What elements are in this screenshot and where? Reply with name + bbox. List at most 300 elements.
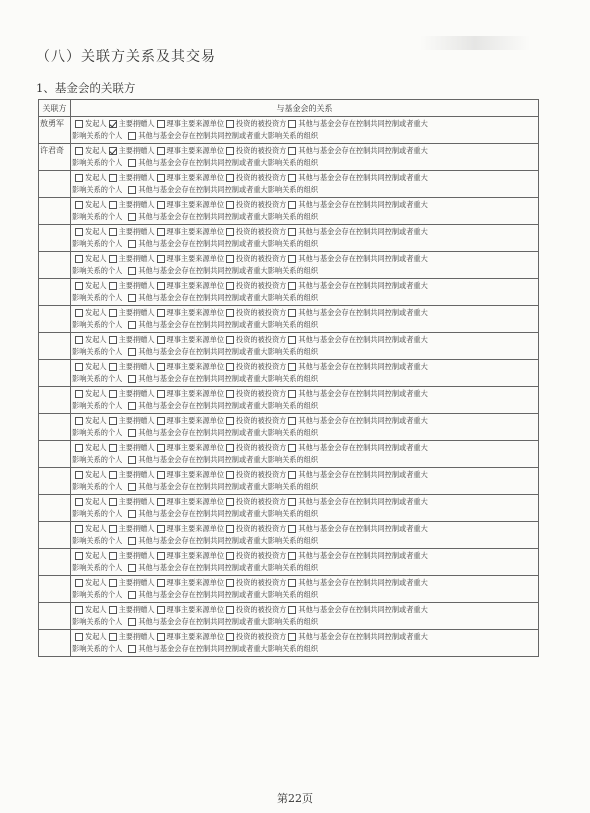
option-board-source-unit[interactable]	[157, 388, 225, 400]
table-row	[39, 306, 539, 333]
checkbox-controlled-party[interactable]	[288, 120, 296, 128]
option-controlled-org[interactable]	[128, 616, 318, 628]
checkbox-major-donor[interactable]	[109, 363, 117, 371]
option-investee[interactable]	[226, 523, 286, 535]
option-board-source-unit[interactable]	[157, 523, 225, 535]
option-controlled-org[interactable]	[128, 130, 318, 142]
checkbox-investee[interactable]	[226, 525, 234, 533]
option-controlled-party-cont	[72, 184, 122, 196]
option-controlled-org[interactable]	[128, 508, 318, 520]
checkbox-board-source-unit[interactable]	[157, 525, 165, 533]
checkbox-controlled-party[interactable]	[288, 282, 296, 290]
table-row	[39, 576, 539, 603]
checkbox-founder[interactable]	[75, 633, 83, 641]
checkbox-board-source-unit[interactable]	[157, 498, 165, 506]
options-line-1	[71, 360, 538, 373]
checkbox-founder[interactable]	[75, 147, 83, 155]
checkbox-major-donor[interactable]	[109, 282, 117, 290]
option-board-source-unit[interactable]	[157, 550, 225, 562]
checkbox-investee[interactable]	[226, 444, 234, 452]
option-label-major-donor: 主要捐赠人	[118, 199, 155, 209]
checkbox-controlled-org[interactable]	[128, 213, 136, 221]
checkbox-major-donor[interactable]	[109, 525, 117, 533]
option-board-source-unit[interactable]	[157, 577, 225, 589]
option-board-source-unit[interactable]	[157, 496, 225, 508]
option-controlled-org[interactable]	[128, 184, 318, 196]
option-investee[interactable]	[226, 550, 286, 562]
option-controlled-org[interactable]	[128, 238, 318, 250]
option-founder[interactable]	[75, 145, 107, 157]
checkbox-controlled-party[interactable]	[288, 552, 296, 560]
checkbox-board-source-unit[interactable]	[157, 147, 165, 155]
checkbox-controlled-org[interactable]	[128, 645, 136, 653]
option-major-donor[interactable]	[109, 226, 155, 238]
option-controlled-party-cont	[72, 535, 122, 547]
checkbox-major-donor[interactable]	[109, 174, 117, 182]
checkbox-controlled-party[interactable]	[288, 525, 296, 533]
checkbox-controlled-org[interactable]	[128, 456, 136, 464]
option-label-controlled-org: 其他与基金会存在控制共同控制或者重大影响关系的组织	[138, 293, 319, 302]
table-row	[39, 198, 539, 225]
option-investee[interactable]	[226, 469, 286, 481]
option-founder[interactable]	[75, 118, 107, 130]
option-controlled-party[interactable]	[288, 253, 427, 265]
option-major-donor[interactable]	[109, 604, 155, 616]
party-name	[39, 549, 71, 576]
option-controlled-party[interactable]	[288, 604, 427, 616]
option-major-donor[interactable]	[109, 199, 155, 211]
option-board-source-unit[interactable]	[157, 199, 225, 211]
checkbox-board-source-unit[interactable]	[157, 201, 165, 209]
option-founder[interactable]	[75, 523, 107, 535]
option-controlled-party[interactable]	[288, 496, 427, 508]
checkbox-founder[interactable]	[75, 471, 83, 479]
checkbox-investee[interactable]	[226, 390, 234, 398]
option-board-source-unit[interactable]	[157, 631, 225, 643]
option-investee[interactable]	[226, 631, 286, 643]
option-label-board-source-unit: 理事主要来源单位	[166, 334, 225, 344]
options-line-1	[71, 387, 538, 400]
option-major-donor[interactable]	[109, 280, 155, 292]
option-controlled-party[interactable]	[288, 523, 427, 535]
option-founder[interactable]	[75, 442, 107, 454]
checkbox-major-donor[interactable]	[109, 579, 117, 587]
checkbox-investee[interactable]	[226, 336, 234, 344]
option-major-donor[interactable]	[109, 388, 155, 400]
checkbox-major-donor[interactable]	[109, 552, 117, 560]
checkbox-founder[interactable]	[75, 444, 83, 452]
option-founder[interactable]	[75, 415, 107, 427]
checkbox-investee[interactable]	[226, 255, 234, 263]
checkbox-investee[interactable]	[226, 498, 234, 506]
checkbox-controlled-party[interactable]	[288, 498, 296, 506]
option-controlled-org[interactable]	[128, 589, 318, 601]
table-row	[39, 522, 539, 549]
option-controlled-party[interactable]	[288, 199, 427, 211]
checkbox-controlled-party[interactable]	[288, 444, 296, 452]
checkbox-controlled-org[interactable]	[128, 267, 136, 275]
option-investee[interactable]	[226, 226, 286, 238]
checkbox-board-source-unit[interactable]	[157, 120, 165, 128]
option-label-controlled-party-cont: 影响关系的个人	[72, 293, 123, 302]
checkbox-board-source-unit[interactable]	[157, 228, 165, 236]
relationship-options	[71, 225, 539, 252]
option-label-founder: 发起人	[85, 388, 107, 398]
checkbox-controlled-org[interactable]	[128, 483, 136, 491]
option-label-controlled-org: 其他与基金会存在控制共同控制或者重大影响关系的组织	[138, 536, 319, 545]
relationship-options	[71, 414, 539, 441]
checkbox-major-donor[interactable]	[109, 606, 117, 614]
option-board-source-unit[interactable]	[157, 226, 225, 238]
option-board-source-unit[interactable]	[157, 334, 225, 346]
option-controlled-org[interactable]	[128, 346, 318, 358]
checkbox-major-donor[interactable]	[109, 228, 117, 236]
table-row	[39, 144, 539, 171]
option-investee[interactable]	[226, 307, 286, 319]
option-investee[interactable]	[226, 361, 286, 373]
option-controlled-party[interactable]	[288, 388, 427, 400]
options-line-2	[71, 211, 538, 223]
option-label-major-donor: 主要捐赠人	[118, 226, 155, 236]
table-body	[39, 117, 539, 657]
checkbox-founder[interactable]	[75, 552, 83, 560]
option-board-source-unit[interactable]	[157, 280, 225, 292]
option-controlled-party-cont	[72, 616, 122, 628]
option-investee[interactable]	[226, 604, 286, 616]
option-founder[interactable]	[75, 280, 107, 292]
option-label-controlled-org: 其他与基金会存在控制共同控制或者重大影响关系的组织	[138, 158, 319, 167]
checkbox-board-source-unit[interactable]	[157, 336, 165, 344]
option-board-source-unit[interactable]	[157, 469, 225, 481]
option-board-source-unit[interactable]	[157, 307, 225, 319]
option-major-donor[interactable]	[109, 253, 155, 265]
options-line-2	[71, 535, 538, 547]
option-controlled-party[interactable]	[288, 172, 427, 184]
option-controlled-org[interactable]	[128, 319, 318, 331]
option-controlled-party[interactable]	[288, 334, 427, 346]
checkbox-board-source-unit[interactable]	[157, 363, 165, 371]
checkbox-board-source-unit[interactable]	[157, 552, 165, 560]
option-controlled-org[interactable]	[128, 292, 318, 304]
checkbox-controlled-org[interactable]	[128, 132, 136, 140]
option-major-donor[interactable]	[109, 550, 155, 562]
option-controlled-org[interactable]	[128, 454, 318, 466]
options-line-2	[71, 481, 538, 493]
checkbox-major-donor[interactable]	[109, 147, 117, 155]
checkbox-investee[interactable]	[226, 147, 234, 155]
option-label-investee: 投资的被投资方	[236, 172, 287, 182]
option-controlled-party[interactable]	[288, 577, 427, 589]
checkbox-major-donor[interactable]	[109, 336, 117, 344]
table-row	[39, 630, 539, 657]
checkbox-founder[interactable]	[75, 390, 83, 398]
option-major-donor[interactable]	[109, 469, 155, 481]
checkbox-controlled-org[interactable]	[128, 591, 136, 599]
checkbox-controlled-org[interactable]	[128, 294, 136, 302]
checkbox-founder[interactable]	[75, 174, 83, 182]
option-investee[interactable]	[226, 199, 286, 211]
option-controlled-party[interactable]	[288, 550, 427, 562]
option-controlled-org[interactable]	[128, 481, 318, 493]
option-controlled-party[interactable]	[288, 361, 427, 373]
option-investee[interactable]	[226, 415, 286, 427]
option-controlled-org[interactable]	[128, 265, 318, 277]
option-investee[interactable]	[226, 334, 286, 346]
party-name	[39, 603, 71, 630]
page-number: 第22页	[277, 792, 313, 805]
checkbox-investee[interactable]	[226, 417, 234, 425]
checkbox-investee[interactable]	[226, 228, 234, 236]
option-major-donor[interactable]	[109, 523, 155, 535]
option-label-controlled-org: 其他与基金会存在控制共同控制或者重大影响关系的组织	[138, 131, 319, 140]
option-label-founder: 发起人	[85, 469, 107, 479]
option-investee[interactable]	[226, 145, 286, 157]
checkbox-controlled-party[interactable]	[288, 336, 296, 344]
checkbox-controlled-party[interactable]	[288, 390, 296, 398]
checkbox-board-source-unit[interactable]	[157, 174, 165, 182]
checkbox-board-source-unit[interactable]	[157, 633, 165, 641]
option-controlled-org[interactable]	[128, 643, 318, 655]
option-controlled-party-cont	[72, 238, 122, 250]
party-name	[39, 495, 71, 522]
option-controlled-party[interactable]	[288, 226, 427, 238]
checkbox-major-donor[interactable]	[109, 120, 117, 128]
checkbox-controlled-org[interactable]	[128, 348, 136, 356]
option-label-board-source-unit: 理事主要来源单位	[166, 523, 225, 533]
option-major-donor[interactable]	[109, 415, 155, 427]
option-label-board-source-unit: 理事主要来源单位	[166, 631, 225, 641]
checkbox-founder[interactable]	[75, 255, 83, 263]
checkbox-board-source-unit[interactable]	[157, 417, 165, 425]
checkbox-board-source-unit[interactable]	[157, 579, 165, 587]
checkbox-controlled-org[interactable]	[128, 537, 136, 545]
checkbox-controlled-org[interactable]	[128, 618, 136, 626]
option-label-investee: 投资的被投资方	[236, 631, 287, 641]
option-controlled-org[interactable]	[128, 373, 318, 385]
table-row	[39, 468, 539, 495]
checkbox-controlled-org[interactable]	[128, 429, 136, 437]
option-label-investee: 投资的被投资方	[236, 226, 287, 236]
option-founder[interactable]	[75, 469, 107, 481]
option-founder[interactable]	[75, 388, 107, 400]
checkbox-investee[interactable]	[226, 174, 234, 182]
option-label-controlled-party-cont: 影响关系的个人	[72, 482, 123, 491]
option-investee[interactable]	[226, 577, 286, 589]
option-controlled-org[interactable]	[128, 535, 318, 547]
option-controlled-party[interactable]	[288, 307, 427, 319]
checkbox-founder[interactable]	[75, 228, 83, 236]
checkbox-investee[interactable]	[226, 579, 234, 587]
option-board-source-unit[interactable]	[157, 442, 225, 454]
option-founder[interactable]	[75, 199, 107, 211]
checkbox-board-source-unit[interactable]	[157, 309, 165, 317]
option-controlled-org[interactable]	[128, 211, 318, 223]
option-controlled-party[interactable]	[288, 631, 427, 643]
option-board-source-unit[interactable]	[157, 604, 225, 616]
checkbox-controlled-party[interactable]	[288, 255, 296, 263]
checkbox-board-source-unit[interactable]	[157, 282, 165, 290]
checkbox-major-donor[interactable]	[109, 444, 117, 452]
option-major-donor[interactable]	[109, 172, 155, 184]
checkbox-founder[interactable]	[75, 120, 83, 128]
option-founder[interactable]	[75, 577, 107, 589]
option-controlled-org[interactable]	[128, 427, 318, 439]
checkbox-controlled-org[interactable]	[128, 510, 136, 518]
option-board-source-unit[interactable]	[157, 415, 225, 427]
option-label-controlled-party-cont: 影响关系的个人	[72, 455, 123, 464]
option-controlled-org[interactable]	[128, 400, 318, 412]
option-investee[interactable]	[226, 496, 286, 508]
option-investee[interactable]	[226, 280, 286, 292]
party-name	[39, 468, 71, 495]
options-line-1	[71, 414, 538, 427]
options-line-1	[71, 441, 538, 454]
checkbox-investee[interactable]	[226, 552, 234, 560]
checkbox-controlled-org[interactable]	[128, 240, 136, 248]
option-controlled-party[interactable]	[288, 145, 427, 157]
checkbox-controlled-org[interactable]	[128, 186, 136, 194]
option-founder[interactable]	[75, 550, 107, 562]
checkbox-founder[interactable]	[75, 282, 83, 290]
options-line-2	[71, 427, 538, 439]
option-founder[interactable]	[75, 631, 107, 643]
checkbox-investee[interactable]	[226, 309, 234, 317]
checkbox-founder[interactable]	[75, 417, 83, 425]
option-board-source-unit[interactable]	[157, 172, 225, 184]
party-name	[39, 441, 71, 468]
option-controlled-party-cont	[72, 589, 122, 601]
checkbox-controlled-party[interactable]	[288, 606, 296, 614]
checkbox-controlled-party[interactable]	[288, 363, 296, 371]
checkbox-controlled-org[interactable]	[128, 564, 136, 572]
option-major-donor[interactable]	[109, 334, 155, 346]
checkbox-controlled-org[interactable]	[128, 321, 136, 329]
option-controlled-party[interactable]	[288, 118, 427, 130]
option-label-board-source-unit: 理事主要来源单位	[166, 469, 225, 479]
checkbox-major-donor[interactable]	[109, 471, 117, 479]
checkbox-controlled-party[interactable]	[288, 633, 296, 641]
checkbox-major-donor[interactable]	[109, 201, 117, 209]
option-investee[interactable]	[226, 442, 286, 454]
option-label-controlled-org: 其他与基金会存在控制共同控制或者重大影响关系的组织	[138, 563, 319, 572]
option-controlled-party[interactable]	[288, 280, 427, 292]
relationship-options	[71, 603, 539, 630]
option-controlled-party[interactable]	[288, 469, 427, 481]
checkbox-investee[interactable]	[226, 633, 234, 641]
checkbox-major-donor[interactable]	[109, 633, 117, 641]
option-major-donor[interactable]	[109, 145, 155, 157]
option-investee[interactable]	[226, 118, 286, 130]
option-controlled-party[interactable]	[288, 415, 427, 427]
checkbox-founder[interactable]	[75, 201, 83, 209]
option-founder[interactable]	[75, 307, 107, 319]
option-investee[interactable]	[226, 253, 286, 265]
option-controlled-party[interactable]	[288, 442, 427, 454]
checkbox-founder[interactable]	[75, 336, 83, 344]
option-founder[interactable]	[75, 226, 107, 238]
checkbox-investee[interactable]	[226, 201, 234, 209]
option-founder[interactable]	[75, 172, 107, 184]
checkbox-board-source-unit[interactable]	[157, 390, 165, 398]
checkbox-founder[interactable]	[75, 525, 83, 533]
checkbox-major-donor[interactable]	[109, 255, 117, 263]
option-board-source-unit[interactable]	[157, 118, 225, 130]
checkbox-controlled-party[interactable]	[288, 201, 296, 209]
option-founder[interactable]	[75, 496, 107, 508]
options-line-2	[71, 400, 538, 412]
option-major-donor[interactable]	[109, 631, 155, 643]
checkbox-investee[interactable]	[226, 606, 234, 614]
option-label-controlled-party-cont: 影响关系的个人	[72, 536, 123, 545]
option-label-controlled-org: 其他与基金会存在控制共同控制或者重大影响关系的组织	[138, 266, 319, 275]
checkbox-controlled-org[interactable]	[128, 402, 136, 410]
checkbox-controlled-party[interactable]	[288, 228, 296, 236]
option-major-donor[interactable]	[109, 496, 155, 508]
table-row	[39, 171, 539, 198]
checkbox-controlled-org[interactable]	[128, 375, 136, 383]
checkbox-major-donor[interactable]	[109, 498, 117, 506]
checkbox-controlled-party[interactable]	[288, 147, 296, 155]
checkbox-founder[interactable]	[75, 579, 83, 587]
option-founder[interactable]	[75, 253, 107, 265]
checkbox-board-source-unit[interactable]	[157, 255, 165, 263]
options-line-1	[71, 630, 538, 643]
option-founder[interactable]	[75, 334, 107, 346]
checkbox-board-source-unit[interactable]	[157, 606, 165, 614]
checkbox-major-donor[interactable]	[109, 417, 117, 425]
checkbox-investee[interactable]	[226, 363, 234, 371]
option-major-donor[interactable]	[109, 307, 155, 319]
checkbox-founder[interactable]	[75, 309, 83, 317]
checkbox-controlled-party[interactable]	[288, 417, 296, 425]
checkbox-investee[interactable]	[226, 471, 234, 479]
checkbox-major-donor[interactable]	[109, 390, 117, 398]
option-board-source-unit[interactable]	[157, 145, 225, 157]
option-major-donor[interactable]	[109, 118, 155, 130]
option-major-donor[interactable]	[109, 442, 155, 454]
option-board-source-unit[interactable]	[157, 361, 225, 373]
option-label-controlled-party: 其他与基金会存在控制共同控制或者重大	[298, 577, 428, 587]
checkbox-founder[interactable]	[75, 606, 83, 614]
checkbox-major-donor[interactable]	[109, 309, 117, 317]
option-founder[interactable]	[75, 604, 107, 616]
checkbox-controlled-party[interactable]	[288, 471, 296, 479]
option-investee[interactable]	[226, 172, 286, 184]
checkbox-founder[interactable]	[75, 363, 83, 371]
option-board-source-unit[interactable]	[157, 253, 225, 265]
checkbox-controlled-party[interactable]	[288, 309, 296, 317]
checkbox-board-source-unit[interactable]	[157, 471, 165, 479]
option-label-controlled-party: 其他与基金会存在控制共同控制或者重大	[298, 307, 428, 317]
checkbox-controlled-org[interactable]	[128, 159, 136, 167]
option-label-founder: 发起人	[85, 334, 107, 344]
header-party: 关联方	[39, 100, 71, 117]
checkbox-investee[interactable]	[226, 120, 234, 128]
checkbox-controlled-party[interactable]	[288, 579, 296, 587]
option-major-donor[interactable]	[109, 577, 155, 589]
option-investee[interactable]	[226, 388, 286, 400]
checkbox-board-source-unit[interactable]	[157, 444, 165, 452]
option-major-donor[interactable]	[109, 361, 155, 373]
checkbox-controlled-party[interactable]	[288, 174, 296, 182]
checkbox-investee[interactable]	[226, 282, 234, 290]
checkbox-founder[interactable]	[75, 498, 83, 506]
option-founder[interactable]	[75, 361, 107, 373]
options-line-2	[71, 319, 538, 331]
option-label-controlled-party-cont: 影响关系的个人	[72, 347, 123, 356]
option-controlled-org[interactable]	[128, 562, 318, 574]
option-controlled-org[interactable]	[128, 157, 318, 169]
